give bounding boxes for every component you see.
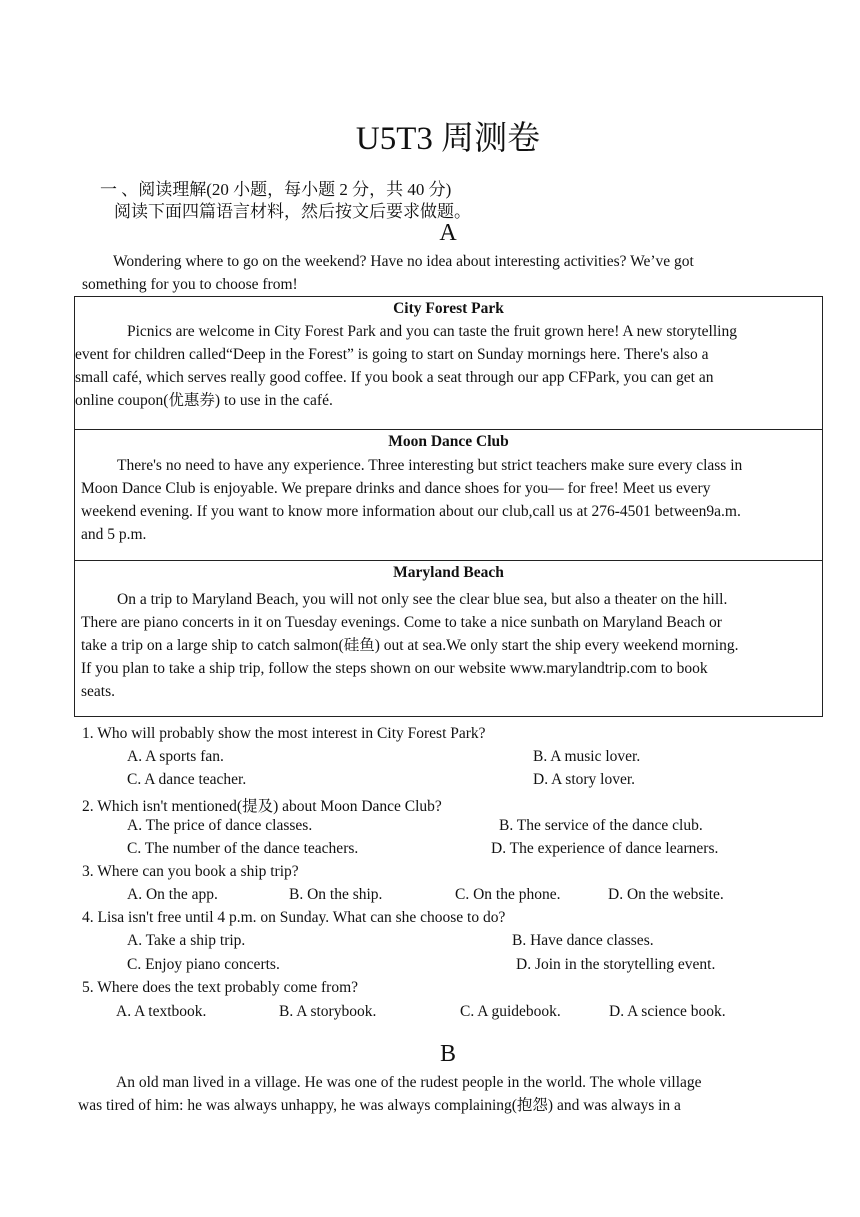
- box-line: On a trip to Maryland Beach, you will not only see the clear blue sea, but also a theater on the hill.: [117, 591, 728, 608]
- question-option: B. On the ship.: [289, 886, 383, 903]
- box-title: City Forest Park: [393, 300, 504, 317]
- box-line: There are piano concerts in it on Tuesday evenings. Come to take a nice sunbath on Maryland Beach or: [81, 614, 722, 631]
- question-option: A. The price of dance classes.: [127, 817, 313, 834]
- instruction-text: 阅读下面四篇语言材料，然后按文后要求做题。: [114, 202, 471, 221]
- passage-b-letter: B: [439, 1041, 456, 1067]
- question-option: B. Have dance classes.: [512, 932, 654, 949]
- box-line: weekend evening. If you want to know more information about our club,call us at 276-4501 between9a.m.: [81, 503, 741, 520]
- page-title: U5T3 周测卷: [355, 121, 541, 157]
- box-line: small café, which serves really good coffee. If you book a seat through our app CFPark, you can get an: [75, 369, 714, 386]
- question-option: B. The service of the dance club.: [499, 817, 703, 834]
- box-line: There's no need to have any experience. Three interesting but strict teachers make sure every class in: [117, 457, 743, 474]
- question-option: C. Enjoy piano concerts.: [127, 956, 280, 973]
- question-option: A. A sports fan.: [127, 748, 224, 765]
- question-option: C. The number of the dance teachers.: [127, 840, 359, 857]
- moon-dance-club-box: [74, 429, 823, 561]
- question-option: D. On the website.: [608, 886, 724, 903]
- question-option: D. A story lover.: [533, 771, 636, 788]
- passage-a-intro-line: Wondering where to go on the weekend? Have no idea about interesting activities? We’ve got: [113, 253, 694, 270]
- question-option: B. A storybook.: [279, 1003, 377, 1020]
- question-stem: 2. Which isn't mentioned(提及) about Moon Dance Club?: [82, 798, 442, 815]
- question-option: A. Take a ship trip.: [127, 932, 246, 949]
- question-option: C. A dance teacher.: [127, 771, 247, 788]
- box-title: Moon Dance Club: [388, 433, 509, 450]
- question-option: D. Join in the storytelling event.: [516, 956, 716, 973]
- box-line: Picnics are welcome in City Forest Park and you can taste the fruit grown here! A new storytelling: [127, 323, 737, 340]
- question-option: A. A textbook.: [116, 1003, 207, 1020]
- maryland-beach-box: [74, 560, 823, 717]
- box-line: and 5 p.m.: [81, 526, 147, 543]
- question-option: C. A guidebook.: [460, 1003, 561, 1020]
- question-option: A. On the app.: [127, 886, 218, 903]
- city-forest-park-box: [74, 296, 823, 430]
- box-line: If you plan to take a ship trip, follow the steps shown on our website www.marylandtrip.com to book: [81, 660, 708, 677]
- question-stem: 3. Where can you book a ship trip?: [82, 863, 299, 880]
- box-line: take a trip on a large ship to catch salmon(硅鱼) out at sea.We only start the ship every weekend morning.: [81, 637, 739, 654]
- question-stem: 4. Lisa isn't free until 4 p.m. on Sunday. What can she choose to do?: [82, 909, 506, 926]
- passage-b-line: An old man lived in a village. He was one of the rudest people in the world. The whole village: [116, 1074, 702, 1091]
- passage-a-letter: A: [439, 220, 457, 246]
- box-line: event for children called“Deep in the Forest” is going to start on Sunday mornings here. There's also a: [75, 346, 709, 363]
- passage-b-line: was tired of him: he was always unhappy, he was always complaining(抱怨) and was always in a: [78, 1097, 681, 1114]
- box-line: Moon Dance Club is enjoyable. We prepare drinks and dance shoes for you— for free! Meet us every: [81, 480, 711, 497]
- question-stem: 1. Who will probably show the most interest in City Forest Park?: [82, 725, 486, 742]
- question-stem: 5. Where does the text probably come from?: [82, 979, 359, 996]
- question-option: B. A music lover.: [533, 748, 641, 765]
- box-line: online coupon(优惠券) to use in the café.: [75, 392, 333, 409]
- passage-a-intro-line: something for you to choose from!: [82, 276, 298, 293]
- box-title: Maryland Beach: [393, 564, 504, 581]
- question-option: C. On the phone.: [455, 886, 561, 903]
- section-heading: 一 、阅读理解(20 小题，每小题 2 分，共 40 分): [100, 180, 452, 199]
- question-option: D. A science book.: [609, 1003, 726, 1020]
- box-line: seats.: [81, 683, 116, 700]
- question-option: D. The experience of dance learners.: [491, 840, 719, 857]
